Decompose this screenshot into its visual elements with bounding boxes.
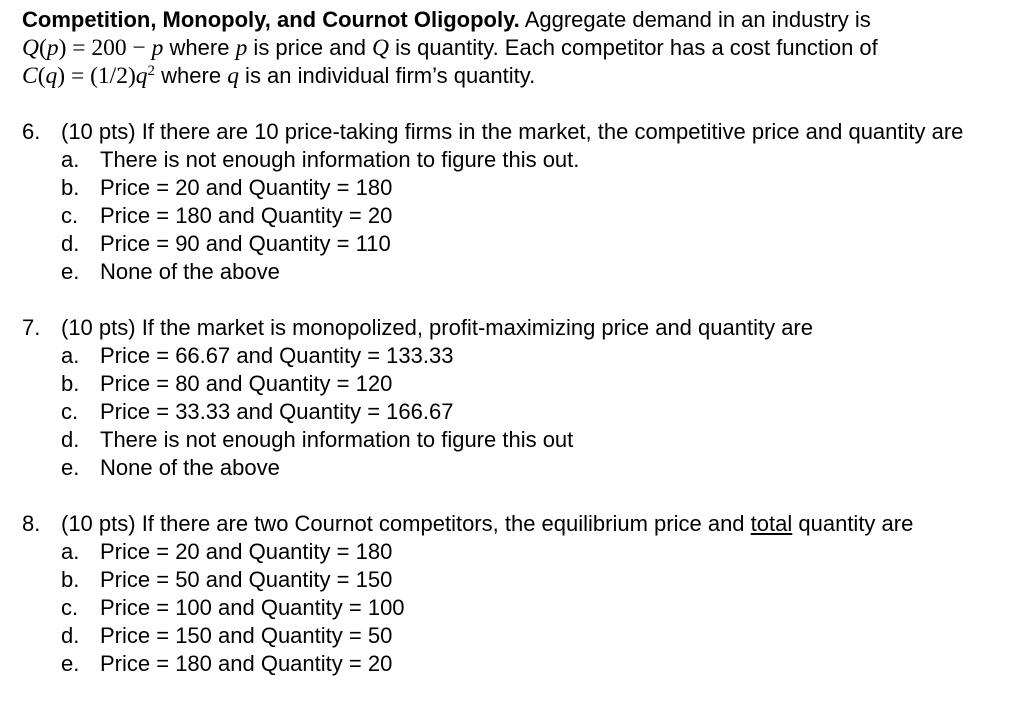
option-text: Price = 66.67 and Quantity = 133.33 — [100, 343, 454, 368]
question-number: 8. — [22, 511, 41, 536]
option-text: Price = 80 and Quantity = 120 — [100, 371, 393, 396]
intro-text: where — [155, 63, 228, 88]
question-text: (10 pts) If there are 10 price-taking firms in the market, the competitive price and quantity are — [61, 119, 964, 144]
option-letter: b. — [61, 567, 80, 592]
intro-text: is price and — [247, 35, 373, 60]
option-b — [61, 174, 1007, 202]
price-variable: p — [235, 35, 248, 61]
option-text: None of the above — [100, 455, 280, 480]
option-e — [61, 454, 1007, 482]
option-c — [61, 398, 1007, 426]
question-number: 7. — [22, 315, 41, 340]
option-text: None of the above — [100, 259, 280, 284]
intro-text: where — [163, 35, 236, 60]
option-text: Price = 20 and Quantity = 180 — [100, 175, 393, 200]
option-text: There is not enough information to figure this out — [100, 427, 574, 452]
option-c — [61, 594, 1007, 622]
firm-quantity-variable: q — [227, 63, 239, 89]
demand-equation: Q(p) = 200 − p — [22, 35, 164, 61]
problem-title: Competition, Monopoly, and Cournot Oligopoly. — [22, 7, 520, 32]
question-text: (10 pts) If there are two Cournot competitors, the equilibrium price and total quantity are — [61, 511, 914, 536]
option-text: Price = 100 and Quantity = 100 — [100, 595, 405, 620]
option-a — [61, 538, 1007, 566]
question-6 — [22, 118, 1007, 286]
option-letter: e. — [61, 455, 80, 480]
option-e — [61, 650, 1007, 678]
question-8 — [22, 510, 1007, 678]
option-letter: e. — [61, 259, 80, 284]
option-text: Price = 50 and Quantity = 150 — [100, 567, 393, 592]
question-number: 6. — [22, 119, 41, 144]
option-b — [61, 370, 1007, 398]
quantity-variable: Q — [372, 35, 390, 61]
option-letter: c. — [61, 203, 79, 228]
option-d — [61, 622, 1007, 650]
option-letter: c. — [61, 399, 79, 424]
problem-intro — [22, 6, 1007, 90]
answer-options — [61, 538, 1007, 678]
option-letter: a. — [61, 343, 80, 368]
answer-options — [61, 146, 1007, 286]
intro-text: Aggregate demand in an industry is — [519, 7, 871, 32]
option-text: Price = 150 and Quantity = 50 — [100, 623, 393, 648]
option-text: Price = 180 and Quantity = 20 — [100, 651, 393, 676]
question-7 — [22, 314, 1007, 482]
option-text: Price = 20 and Quantity = 180 — [100, 539, 393, 564]
option-letter: d. — [61, 427, 80, 452]
option-letter: c. — [61, 595, 79, 620]
document-page — [22, 6, 1007, 678]
option-letter: d. — [61, 623, 80, 648]
option-a — [61, 342, 1007, 370]
option-d — [61, 426, 1007, 454]
option-letter: b. — [61, 371, 80, 396]
option-text: There is not enough information to figure this out. — [100, 147, 580, 172]
option-letter: e. — [61, 651, 80, 676]
emphasis-total: total — [750, 511, 793, 536]
option-a — [61, 146, 1007, 174]
intro-text: is quantity. Each competitor has a cost function of — [389, 35, 878, 60]
answer-options — [61, 342, 1007, 482]
option-d — [61, 230, 1007, 258]
option-letter: a. — [61, 539, 80, 564]
option-c — [61, 202, 1007, 230]
option-b — [61, 566, 1007, 594]
option-text: Price = 90 and Quantity = 110 — [100, 231, 391, 256]
cost-equation: $C(q) = (1/2)q^2$ — [22, 63, 156, 89]
option-text: Price = 33.33 and Quantity = 166.67 — [100, 399, 454, 424]
option-letter: b. — [61, 175, 80, 200]
intro-text: is an individual firm’s quantity. — [238, 63, 536, 88]
option-letter: a. — [61, 147, 80, 172]
option-e — [61, 258, 1007, 286]
option-text: Price = 180 and Quantity = 20 — [100, 203, 393, 228]
option-letter: d. — [61, 231, 80, 256]
question-text: (10 pts) If the market is monopolized, profit-maximizing price and quantity are — [61, 315, 813, 340]
